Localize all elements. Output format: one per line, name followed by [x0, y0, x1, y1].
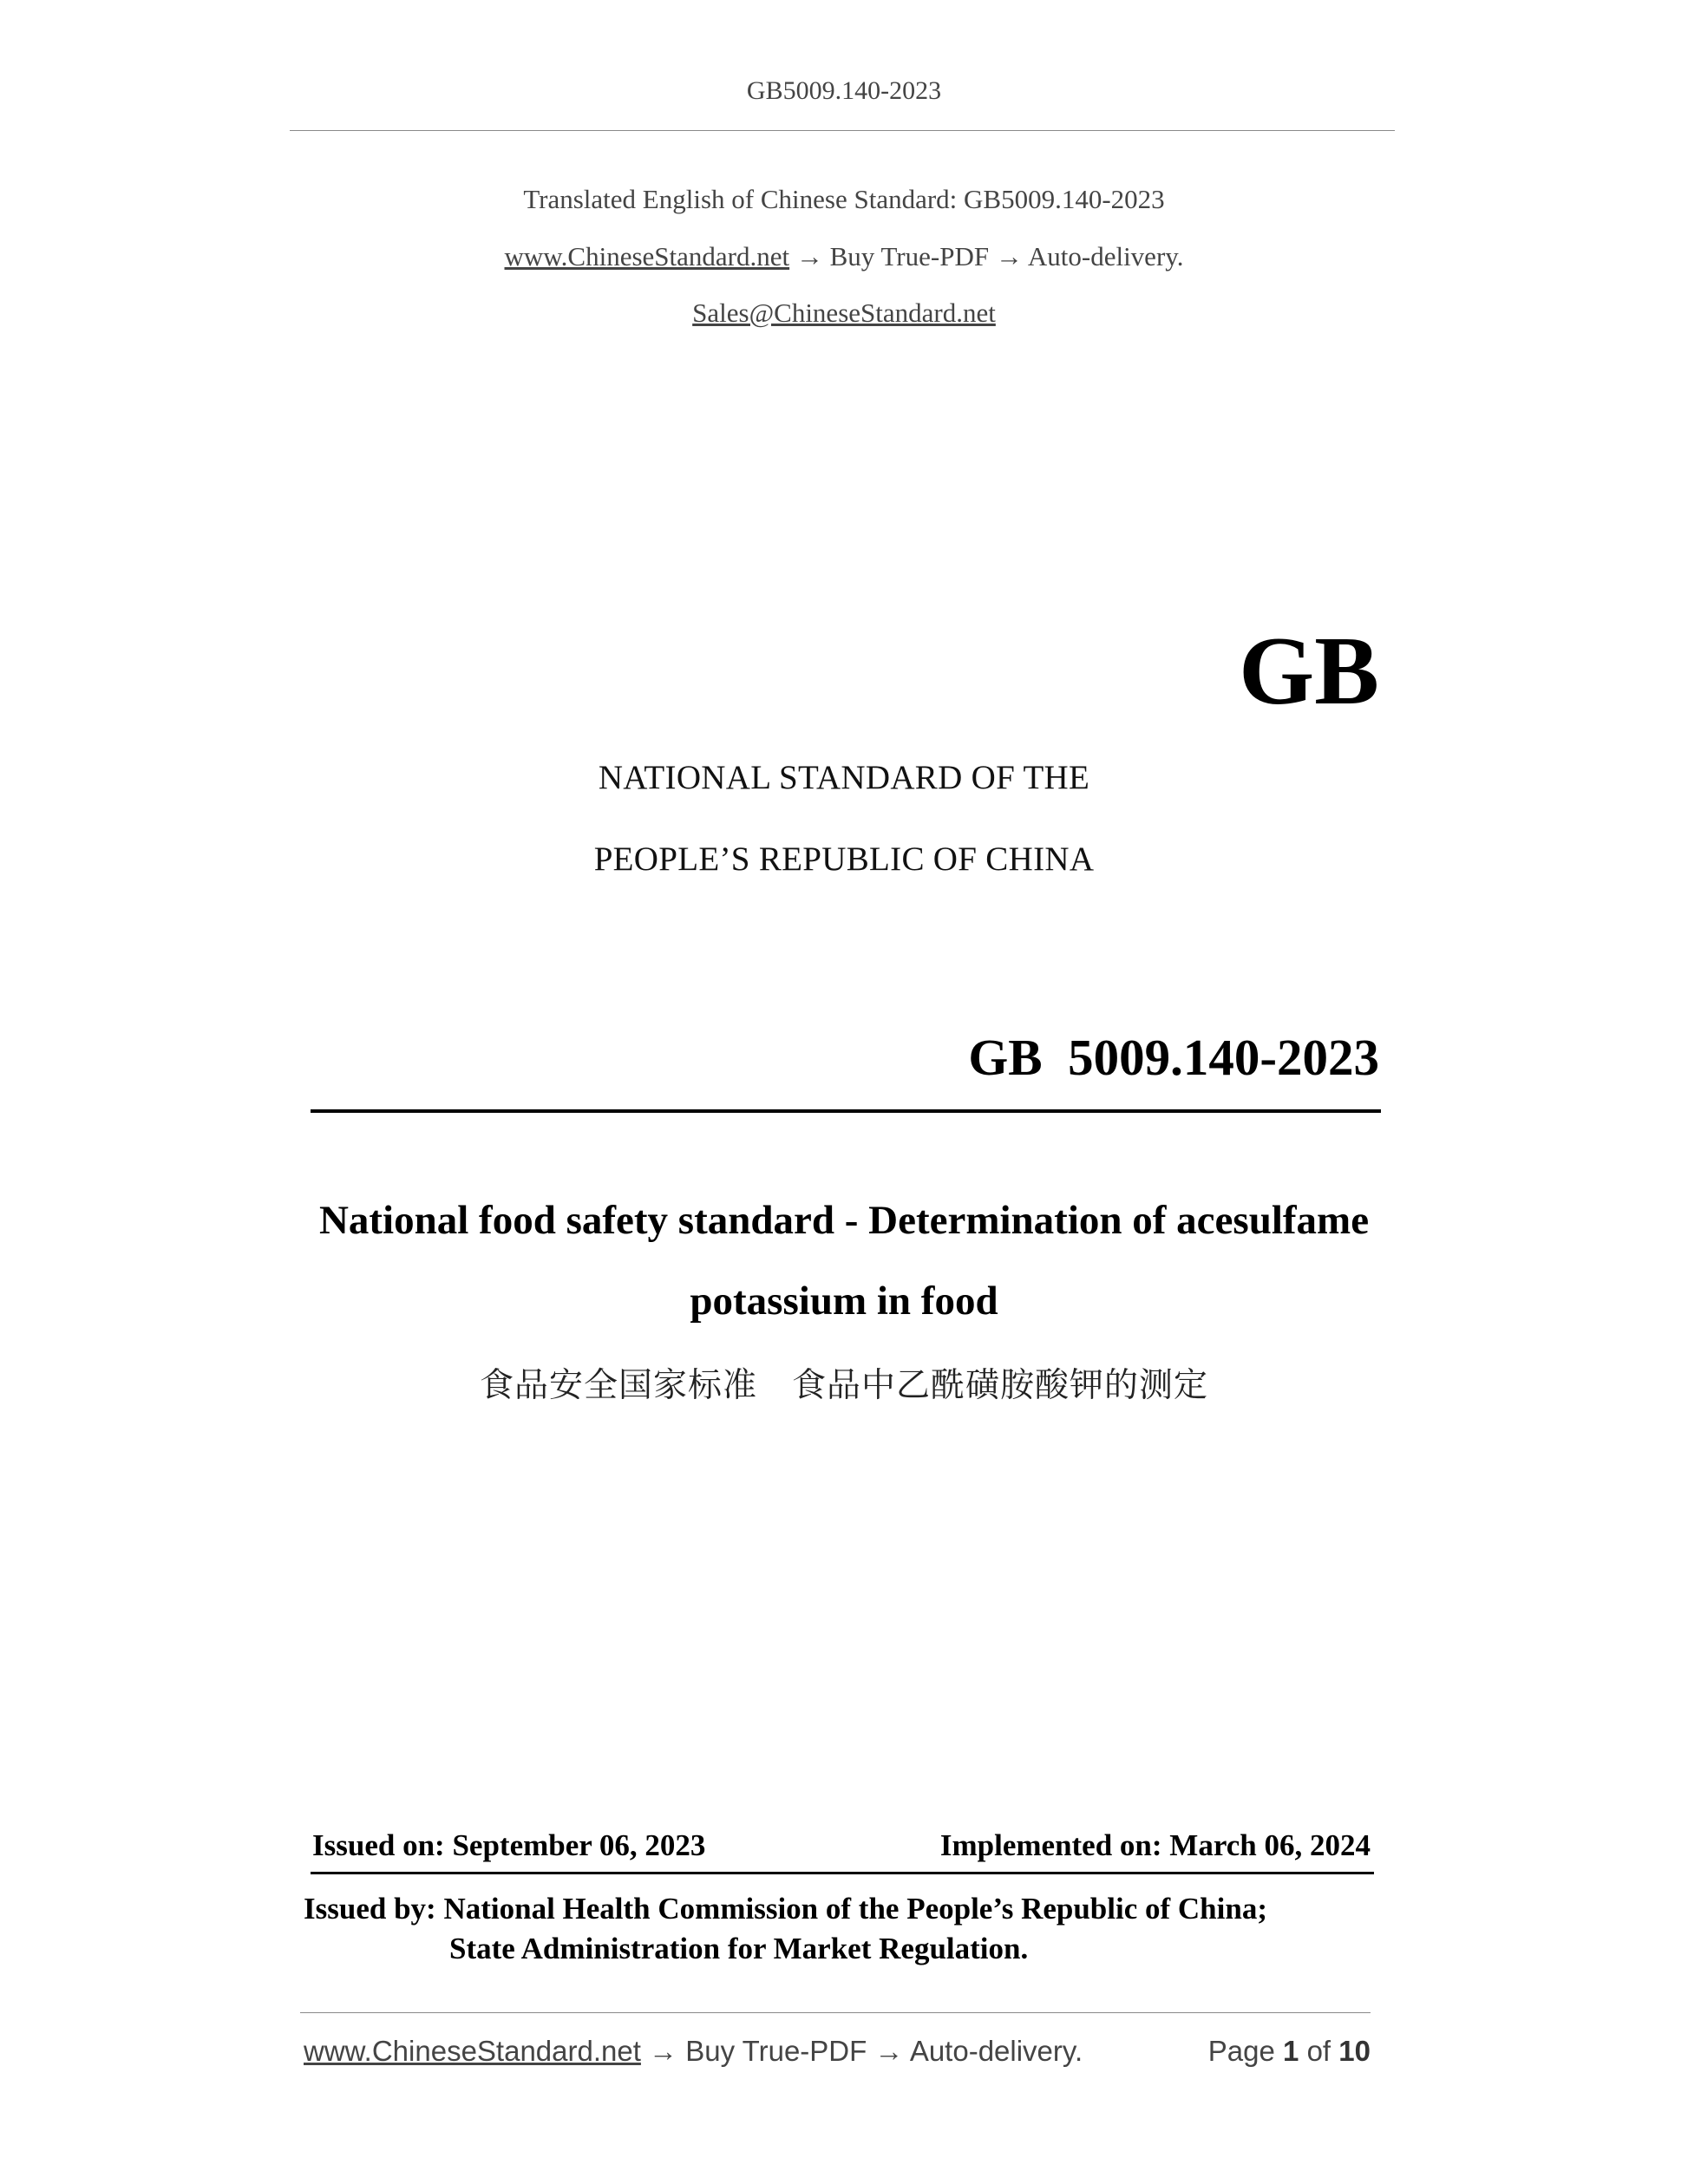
gb-mark: GB — [1239, 618, 1379, 725]
website-link[interactable]: www.ChineseStandard.net — [504, 241, 790, 271]
running-header-title: GB5009.140-2023 — [746, 76, 942, 105]
page-label: Page — [1207, 2035, 1275, 2067]
standard-code-divider — [311, 1109, 1381, 1113]
page-indicator — [1208, 2035, 1371, 2068]
page-of: of — [1306, 2035, 1331, 2067]
issued-on-date: Issued on: September 06, 2023 — [312, 1828, 706, 1862]
title-chinese: 食品安全国家标准 食品中乙酰磺胺酸钾的测定 — [479, 1366, 1208, 1405]
sales-email-line — [0, 298, 1688, 329]
national-standard-line-2: PEOPLE’S REPUBLIC OF CHINA — [593, 840, 1095, 878]
website-buy-line — [0, 241, 1688, 272]
implemented-on-date: Implemented on: March 06, 2024 — [939, 1828, 1371, 1862]
sales-email-link[interactable]: Sales@ChineseStandard.net — [692, 298, 996, 328]
page-total: 10 — [1338, 2035, 1371, 2067]
issued-by-line-2: State Administration for Market Regulation. — [449, 1932, 1029, 1965]
footer-buy-text: → Buy True-PDF → Auto-delivery. — [640, 2035, 1083, 2067]
national-standard-line-1: NATIONAL STANDARD OF THE — [598, 759, 1090, 796]
footer-website-line — [304, 2035, 1083, 2068]
buy-text: → Buy True-PDF → Auto-delivery. — [789, 241, 1184, 271]
issued-by-block — [304, 1889, 1267, 1969]
dates-divider — [311, 1872, 1374, 1874]
footer-website-link[interactable]: www.ChineseStandard.net — [304, 2035, 641, 2067]
issued-by-line-1: Issued by: National Health Commission of the People’s Republic of China; — [304, 1892, 1267, 1926]
standard-code: GB 5009.140-2023 — [968, 1029, 1379, 1086]
footer-divider — [300, 2012, 1371, 2013]
translated-notice: Translated English of Chinese Standard: GB5009.140-2023 — [523, 184, 1165, 214]
header-divider — [290, 130, 1395, 131]
title-line-1: National food safety standard - Determination of acesulfame — [318, 1198, 1370, 1243]
page-current: 1 — [1283, 2035, 1299, 2067]
title-line-2: potassium in food — [690, 1278, 998, 1324]
